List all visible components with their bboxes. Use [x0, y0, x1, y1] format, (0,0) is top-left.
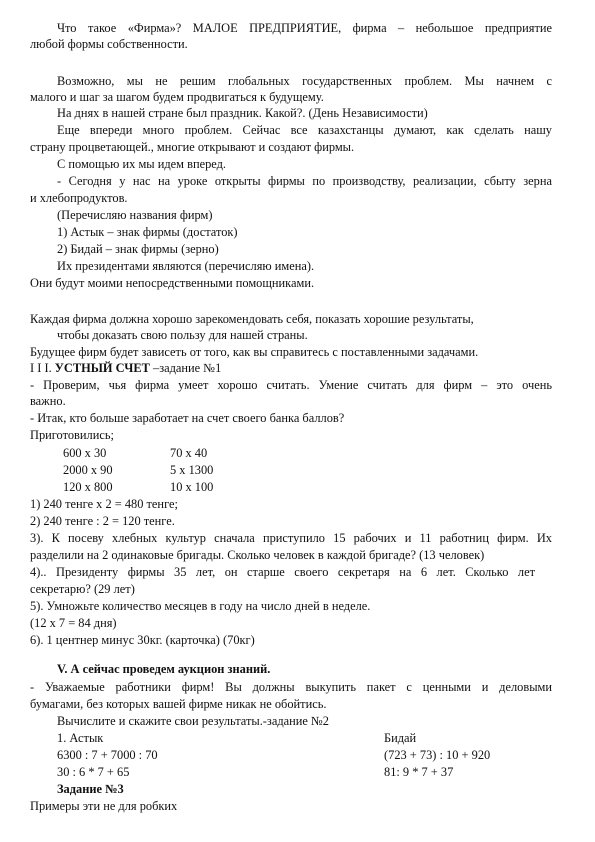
task-line: секретарю? (29 лет) [30, 582, 135, 596]
section-text-line: важно. [30, 394, 66, 408]
firm-list-item: 1) Астык – знак фирмы (достаток) [57, 225, 238, 239]
goals-line: Будущее фирм будет зависеть от того, как вы справитесь с поставленными задачами. [30, 345, 479, 359]
expression: (723 + 73) : 10 + 920 [384, 748, 491, 762]
intro-paragraph-line: - Сегодня у нас на уроке открыты фирмы по производству, реализации, сбыту зерна [57, 174, 552, 188]
section-heading [30, 361, 221, 376]
expression: 30 : 6 * 7 + 65 [57, 765, 130, 779]
section-text-line: бумагами, без которых вашей фирме никак не обойтись. [30, 697, 327, 711]
section-text-line: Примеры эти не для робких [30, 799, 178, 813]
intro-paragraph-line: Их президентами являются (перечисляю имена). [57, 259, 315, 273]
section-text-line: - Проверим, чья фирма умеет хорошо считать. Умение считать для фирм – это очень [30, 378, 552, 392]
section-number: I I I. [30, 361, 52, 375]
task-line: разделили на 2 одинаковые бригады. Сколько человек в каждой бригаде? (13 человек) [30, 548, 485, 562]
section-text-line: - Итак, кто больше заработает на счет своего банка баллов? [30, 411, 345, 425]
task-line: 5). Умножьте количество месяцев в году на число дней в неделе. [30, 599, 371, 613]
firm-title: 1. Астык [57, 731, 104, 745]
calc-example: 70 х 40 [170, 446, 208, 460]
intro-paragraph-line: страну процветающей., многие открывают и создают фирмы. [30, 140, 355, 154]
intro-paragraph-line: Что такое «Фирма»? МАЛОЕ ПРЕДПРИЯТИЕ, фирма – небольшое предприятие [57, 21, 552, 35]
intro-paragraph-line: и хлебопродуктов. [30, 191, 128, 205]
section-text-line: - Уважаемые работники фирм! Вы должны выкупить пакет с ценными и деловыми [30, 680, 552, 694]
section-task-label: –задание №1 [153, 361, 222, 375]
task-line: 2) 240 тенге : 2 = 120 тенге. [30, 514, 175, 528]
intro-paragraph-line: (Перечисляю названия фирм) [57, 208, 213, 222]
task-line: 6). 1 центнер минус 30кг. (карточка) (70кг) [30, 633, 255, 647]
section-heading: V. А сейчас проведем аукцион знаний. [57, 662, 271, 676]
intro-paragraph-line: На днях в нашей стране был праздник. Какой?. (День Независимости) [57, 106, 428, 120]
intro-paragraph-line: Они будут моими непосредственными помощниками. [30, 276, 315, 290]
intro-paragraph-line: любой формы собственности. [30, 37, 188, 51]
section-text-line: Вычислите и скажите свои результаты.-задание №2 [57, 714, 330, 728]
intro-paragraph-line: Еще впереди много проблем. Сейчас все казахстанцы думают, как сделать нашу [57, 123, 552, 137]
goals-line: Каждая фирма должна хорошо зарекомендовать себя, показать хорошие результаты, [30, 312, 474, 326]
firm-title: Бидай [384, 731, 417, 745]
task-line: (12 х 7 = 84 дня) [30, 616, 117, 630]
intro-paragraph-line: С помощью их мы идем вперед. [57, 157, 227, 171]
firm-list-item: 2) Бидай – знак фирмы (зерно) [57, 242, 219, 256]
expression: 81: 9 * 7 + 37 [384, 765, 454, 779]
task-heading: Задание №3 [57, 782, 124, 796]
expression: 6300 : 7 + 7000 : 70 [57, 748, 158, 762]
calc-example: 120 х 800 [63, 480, 113, 494]
calc-example: 5 х 1300 [170, 463, 214, 477]
goals-line: чтобы доказать свою пользу для нашей страны. [57, 328, 308, 342]
task-line: 3). К посеву хлебных культур сначала приступило 15 рабочих и 11 работниц фирм. Их [30, 531, 552, 545]
calc-example: 10 х 100 [170, 480, 214, 494]
section-text-line: Приготовились; [30, 428, 114, 442]
task-line: 4).. Президенту фирмы 35 лет, он старше своего секретаря на 6 лет. Сколько лет [30, 565, 535, 579]
task-line: 1) 240 тенге х 2 = 480 тенге; [30, 497, 178, 511]
intro-paragraph-line: Возможно, мы не решим глобальных государственных проблем. Мы начнем с [57, 74, 552, 88]
calc-example: 600 х 30 [63, 446, 107, 460]
section-title: УСТНЫЙ СЧЕТ [54, 361, 150, 375]
calc-example: 2000 х 90 [63, 463, 113, 477]
intro-paragraph-line: малого и шаг за шагом будем продвигаться к будущему. [30, 90, 324, 104]
